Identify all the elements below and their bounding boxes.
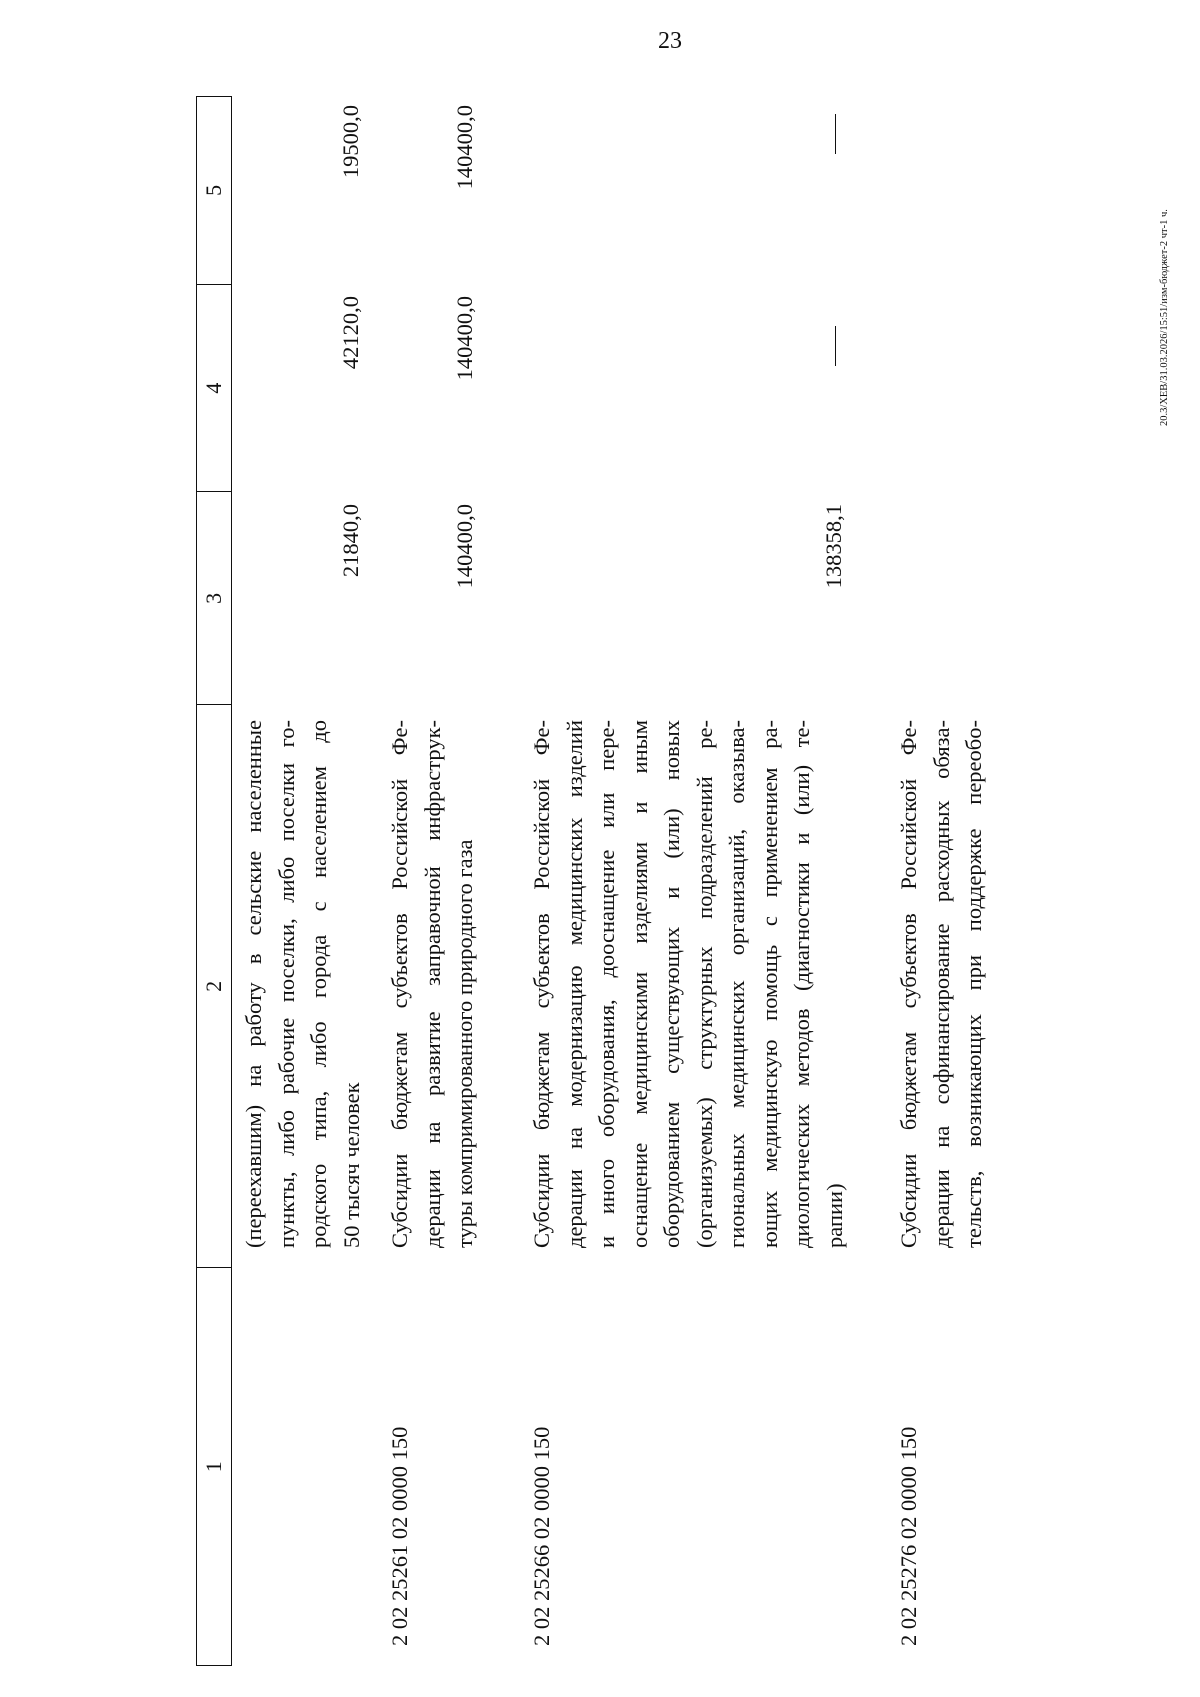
header-col-3: 3 (197, 491, 231, 704)
row-description (893, 720, 991, 1248)
value-col-3: 138358,1 (821, 504, 846, 589)
value-col-4: 42120,0 (338, 296, 363, 370)
table-header-row (196, 96, 232, 1666)
description-line: (организуемых) структурных подразделений ре- (691, 720, 717, 1248)
description-line: и иного оборудования, дооснащение или пере- (594, 720, 619, 1248)
header-col-1: 1 (197, 1268, 231, 1666)
document-footer-code (1158, 96, 1172, 426)
description-line: гиональных медицинских организаций, оказыва- (724, 720, 749, 1248)
header-col-4: 4 (197, 284, 231, 492)
value-col-5: 19500,0 (338, 105, 363, 179)
dash-mark-col-5 (835, 114, 836, 154)
header-col-2: 2 (197, 704, 231, 1267)
description-line: (переехавшим) на работу в сельские населенные (241, 720, 266, 1248)
row-description (384, 720, 482, 1248)
budget-code: 2 02 25276 02 0000 150 (896, 1426, 921, 1646)
value-col-4: 140400,0 (452, 296, 477, 381)
budget-table (196, 96, 1146, 1666)
description-line: туры компримированного природного газа (452, 839, 477, 1248)
description-line: Субсидии бюджетам субъектов Российской Фе- (896, 720, 921, 1248)
description-line: 50 тысяч человек (338, 1082, 364, 1248)
description-line: дерации на развитие заправочной инфраструк- (419, 720, 445, 1248)
description-line: диологических методов (диагностики и (или) те- (789, 720, 814, 1248)
description-line: пункты, либо рабочие поселки, либо поселки го- (273, 720, 299, 1248)
document-footer-code-text: 20.3/XEB/31.03.2026/15:51/изм-бюджет-2 чт-1 ч. (1159, 209, 1170, 426)
header-col-5: 5 (201, 184, 226, 196)
description-line: ющих медицинскую помощь с применением ра- (756, 720, 782, 1248)
page-number: 23 (658, 28, 682, 54)
value-col-3: 140400,0 (452, 504, 477, 589)
description-line: тельств, возникающих при поддержке переобо- (961, 720, 986, 1248)
description-line: оснащение медицинскими изделиями и иным (626, 720, 652, 1248)
value-col-3: 21840,0 (338, 504, 363, 578)
description-line: дерации на софинансирование расходных обяза- (928, 720, 954, 1248)
row-description (526, 720, 851, 1248)
budget-table-sheet (196, 96, 1146, 1666)
description-line: рапии) (821, 1183, 847, 1248)
description-line: оборудованием существующих и (или) новых (659, 720, 684, 1248)
description-line: дерации на модернизацию медицинских изделий (561, 720, 587, 1248)
description-line: Субсидии бюджетам субъектов Российской Фе- (529, 720, 554, 1248)
budget-code: 2 02 25261 02 0000 150 (387, 1426, 412, 1646)
value-col-5: 140400,0 (452, 105, 477, 190)
budget-code: 2 02 25266 02 0000 150 (529, 1426, 554, 1646)
row-description (238, 720, 368, 1248)
description-line: Субсидии бюджетам субъектов Российской Фе- (387, 720, 412, 1248)
dash-mark-col-4 (835, 326, 836, 366)
description-line: родского типа, либо города с населением до (306, 720, 331, 1248)
